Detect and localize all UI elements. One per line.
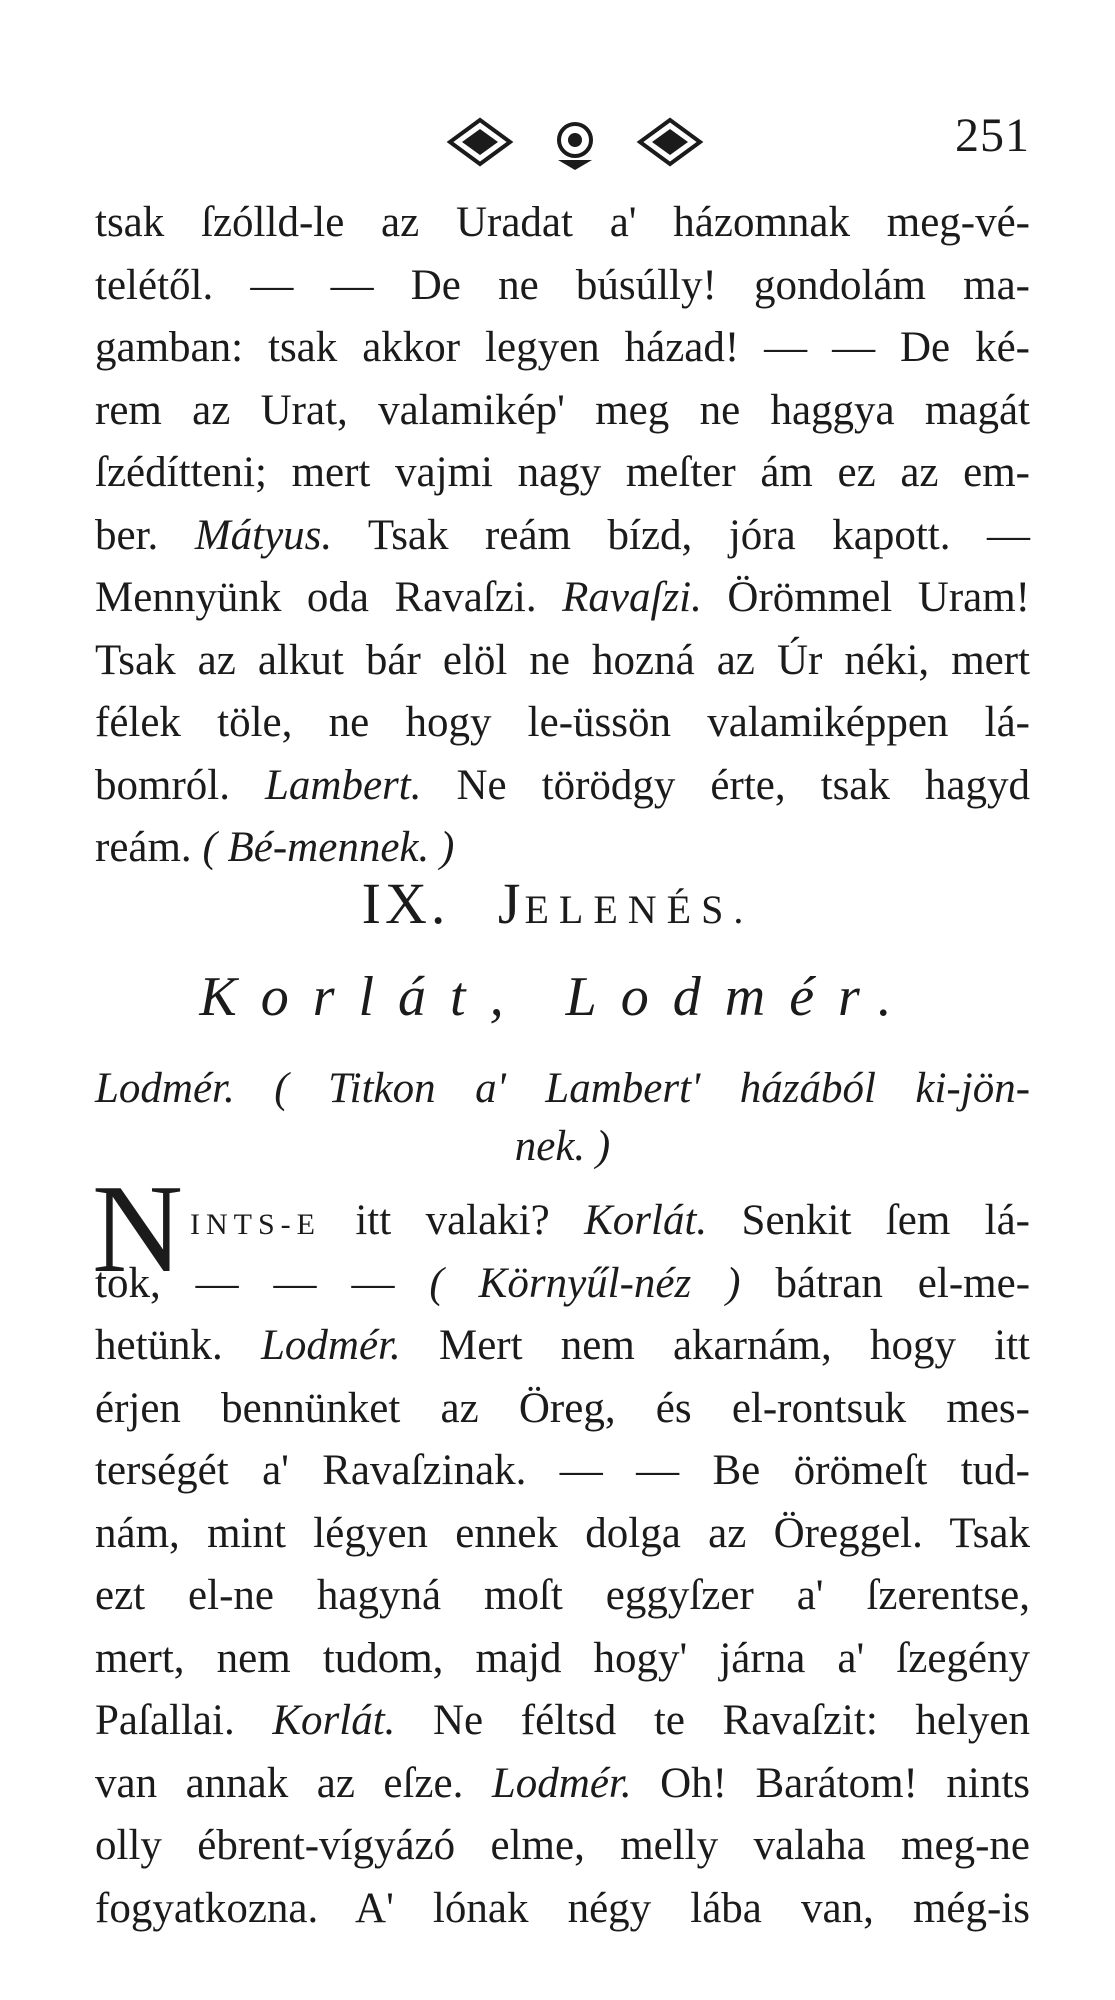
text-line: telétől. — — De ne búsúlly! gondolám ma- <box>95 261 1030 309</box>
speaker-name: Lodmér. <box>491 1759 632 1807</box>
text-line <box>95 505 1030 568</box>
scene-characters: Korlát, Lodmér. <box>199 966 916 1028</box>
text-line: olly ébrent-vígyázó elme, melly valaha meg-ne <box>95 1822 1030 1869</box>
text-line: gamban: tsak akkor legyen házad! — — De ké- <box>95 324 1030 371</box>
text-line: ſzédítteni; mert vajmi nagy meſter ám ez az em- <box>95 449 1030 496</box>
text-run: bomról. <box>95 761 265 809</box>
text-run: Mert nem akarnám, hogy itt <box>400 1322 1030 1369</box>
text-run: Senkit ſem lá- <box>707 1197 1030 1244</box>
stage-direction: ( Környűl-néz ) <box>429 1259 741 1307</box>
text-run: hetünk. <box>95 1322 261 1369</box>
text-line <box>95 567 1030 630</box>
text-run: Mennyünk oda Ravaſzi. <box>95 574 563 621</box>
text-run: van annak az eſze. <box>95 1759 492 1807</box>
text-run: itt valaki? <box>320 1197 585 1244</box>
text-line <box>95 1060 1030 1118</box>
text-line: félek töle, ne hogy le-üssön valamiképpen lá- <box>95 699 1030 746</box>
text-run: reám. <box>95 824 203 871</box>
text-run: Tsak reám bízd, jóra kapott. — <box>332 511 1030 559</box>
floral-ornament-icon <box>440 112 710 172</box>
text-run: tok, — — — <box>95 1259 430 1307</box>
text-run: Paſallai. <box>95 1697 273 1744</box>
text-run: Oh! Barátom! nints <box>631 1759 1030 1807</box>
text-run: Ne törödgy érte, tsak hagyd <box>421 761 1030 809</box>
text-line: terségét a' Ravaſzinak. — — Be örömeſt tud- <box>95 1447 1030 1494</box>
speaker-name: Lodmér. <box>260 1322 401 1369</box>
text-run: bátran el-me- <box>740 1259 1031 1307</box>
stage-direction-block <box>95 1060 1030 1176</box>
scene-title-initial: J <box>497 871 525 936</box>
text-run: Ne féltsd te Ravaſzit: helyen <box>395 1697 1030 1744</box>
text-run: ber. <box>95 511 195 559</box>
paragraph-2 <box>95 1190 1030 1940</box>
text-line <box>95 1753 1030 1816</box>
text-line: Tsak az alkut bár elöl ne hozná az Úr néki, mert <box>95 636 1030 684</box>
speaker-name: Lambert. <box>264 761 422 809</box>
scene-heading <box>0 870 1115 937</box>
text-line: fogyatkozna. A' lónak négy lába van, még-is <box>95 1884 1030 1932</box>
stage-direction: ( Bé-mennek. ) <box>202 824 455 871</box>
text-line <box>95 1690 1030 1753</box>
speaker-name: Lodmér. <box>95 1065 235 1112</box>
speaker-name: Korlát. <box>584 1197 708 1244</box>
scene-number: IX. <box>361 871 450 936</box>
text-line <box>95 755 1030 818</box>
speaker-name: Korlát. <box>272 1697 396 1744</box>
text-line <box>95 1253 1030 1316</box>
text-line: nám, mint légyen ennek dolga az Öreggel. Tsak <box>95 1509 1030 1557</box>
text-run: Örömmel Uram! <box>701 574 1030 621</box>
text-line: ezt el-ne hagyná moſt eggyſzer a' ſzerentse, <box>95 1572 1030 1619</box>
text-line: rem az Urat, valamikép' meg ne haggya magát <box>95 386 1030 434</box>
text-line: tsak ſzólld-le az Uradat a' házomnak meg-vé- <box>95 199 1030 246</box>
text-run: INTS-E <box>190 1208 321 1241</box>
page-number: 251 <box>955 109 1030 162</box>
text-line: nek. ) <box>514 1123 611 1170</box>
speaker-name: Ravaſzi. <box>562 574 702 621</box>
scene-title-rest: ELENÉS. <box>524 887 754 932</box>
paragraph-1 <box>95 192 1030 880</box>
text-line: mert, nem tudom, majd hogy' járna a' ſzegény <box>95 1634 1030 1682</box>
text-line <box>95 1190 1030 1253</box>
drop-cap: N <box>92 1160 183 1299</box>
speaker-name: Mátyus. <box>194 511 333 559</box>
stage-direction: ( Titkon a' Lambert' házából ki-jön- <box>274 1065 1031 1112</box>
text-line: érjen bennünket az Öreg, és el-rontsuk mes- <box>95 1384 1030 1432</box>
text-line <box>95 1315 1030 1378</box>
